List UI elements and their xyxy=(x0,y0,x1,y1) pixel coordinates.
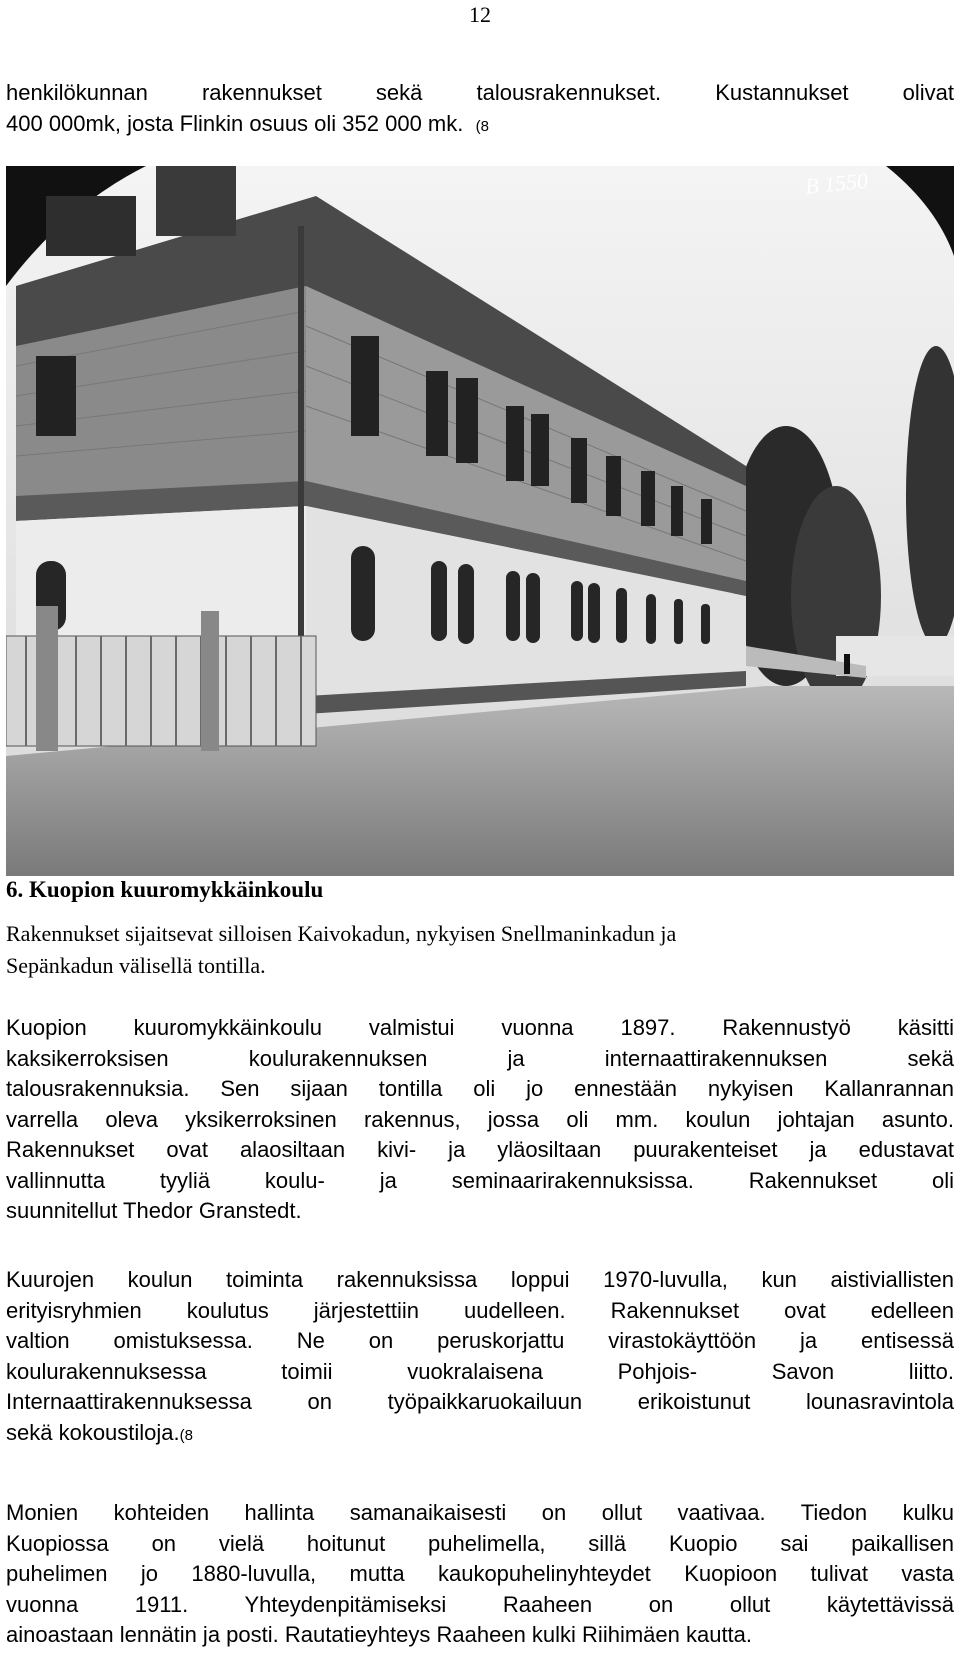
plate-number: B 1550 xyxy=(803,167,870,199)
current-use-paragraph xyxy=(6,1265,954,1451)
intro-reference: (8 xyxy=(475,117,489,135)
location-paragraph xyxy=(6,918,954,982)
history-line-6: vallinnutta tyyliä koulu- ja seminaarirakennuksissa. Rakennukset oli xyxy=(6,1167,954,1193)
history-line-2: kaksikerroksisen koulurakennuksen ja internaattirakennuksen sekä xyxy=(6,1045,954,1071)
page-number: 12 xyxy=(469,2,491,27)
communications-line-5: ainoastaan lennätin ja posti. Rautatieyhteys Raaheen kulki Riihimäen kautta. xyxy=(6,1622,753,1647)
current-use-line-6-text: sekä kokoustiloja. xyxy=(6,1419,180,1445)
current-use-line-4: koulurakennuksessa toimii vuokralaisena Pohjois- Savon liitto. xyxy=(6,1358,954,1384)
current-use-line-6 xyxy=(6,1418,954,1452)
school-building-photo xyxy=(6,166,954,876)
communications-line-4: vuonna 1911. Yhteydenpitämiseksi Raaheen on ollut käytettävissä xyxy=(6,1591,954,1617)
history-line-1: Kuopion kuuromykkäinkoulu valmistui vuonna 1897. Rakennustyö käsitti xyxy=(6,1015,954,1040)
intro-line-2-text: 400 000mk, josta Flinkin osuus oli 352 000 mk. xyxy=(6,110,464,136)
current-use-line-1: Kuurojen koulun toiminta rakennuksissa loppui 1970-luvulla, kun aistiviallisten xyxy=(6,1267,954,1292)
current-use-line-2: erityisryhmien koulutus järjestettiin uudelleen. Rakennukset ovat edelleen xyxy=(6,1297,954,1323)
current-use-line-5: Internaattirakennuksessa on työpaikkaruokailuun erikoistunut lounasravintola xyxy=(6,1389,954,1414)
intro-line-2 xyxy=(6,109,954,143)
section-heading: 6. Kuopion kuuromykkäinkoulu xyxy=(6,877,324,902)
location-line-1: Rakennukset sijaitsevat silloisen Kaivokadun, nykyisen Snellmaninkadun ja xyxy=(6,921,677,946)
communications-line-2: Kuopiossa on vielä hoitunut puhelimella, sillä Kuopio sai paikallisen xyxy=(6,1530,954,1556)
history-line-5: Rakennukset ovat alaosiltaan kivi- ja yläosiltaan puurakenteiset ja edustavat xyxy=(6,1137,954,1162)
history-line-3: talousrakennuksia. Sen sijaan tontilla oli jo ennestään nykyisen Kallanrannan xyxy=(6,1076,954,1101)
building-photo-illustration xyxy=(6,166,954,876)
communications-line-1: Monien kohteiden hallinta samanaikaisesti on ollut vaativaa. Tiedon kulku xyxy=(6,1500,954,1525)
history-line-7: suunnitellut Thedor Granstedt. xyxy=(6,1198,302,1223)
location-line-2: Sepänkadun välisellä tontilla. xyxy=(6,953,266,978)
intro-line-1: henkilökunnan rakennukset sekä talousrakennukset. Kustannukset olivat xyxy=(6,80,954,105)
current-use-line-3: valtion omistuksessa. Ne on peruskorjattu virastokäyttöön ja entisessä xyxy=(6,1328,954,1353)
communications-paragraph xyxy=(6,1498,954,1651)
history-line-4: varrella oleva yksikerroksinen rakennus, jossa oli mm. koulun johtajan asunto. xyxy=(6,1106,954,1132)
current-use-reference: (8 xyxy=(179,1426,193,1444)
communications-line-3: puhelimen jo 1880-luvulla, mutta kaukopuhelinyhteydet Kuopioon tulivat vasta xyxy=(6,1561,954,1586)
intro-paragraph xyxy=(6,78,954,142)
history-paragraph xyxy=(6,1013,954,1227)
